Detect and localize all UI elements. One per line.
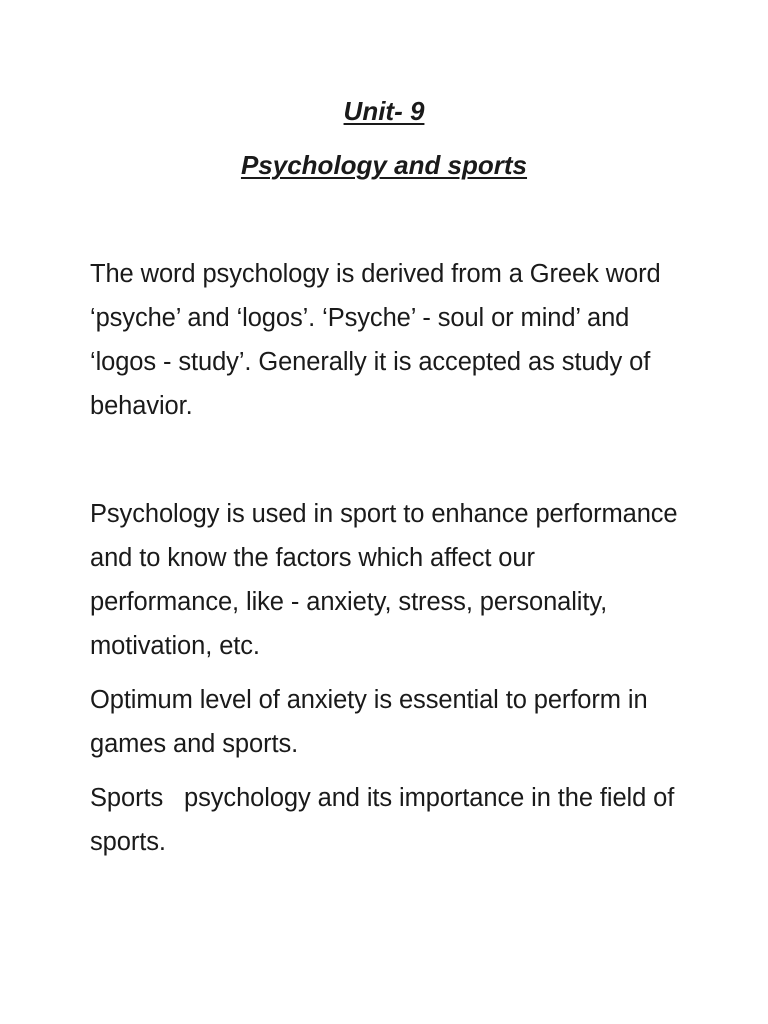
subject-title: Psychology and sports (240, 150, 528, 180)
paragraph-anxiety: Optimum level of anxiety is essential to perform in games and sports. (90, 686, 655, 758)
unit-title: Unit- 9 (343, 96, 425, 126)
paragraph-definition: The word psychology is derived from a Greek word ‘psyche’ and ‘logos’. ‘Psyche’ - soul or mind’ and ‘logos - study’. Generally it is accepted as study of behavior. (90, 260, 668, 420)
paragraph-importance: Sports psychology and its importance in the field of sports. (90, 784, 682, 856)
paragraph-use-in-sport: Psychology is used in sport to enhance performance and to know the factors which affect our performance, like - anxiety, stress, personality, motivation, etc. (90, 500, 685, 660)
